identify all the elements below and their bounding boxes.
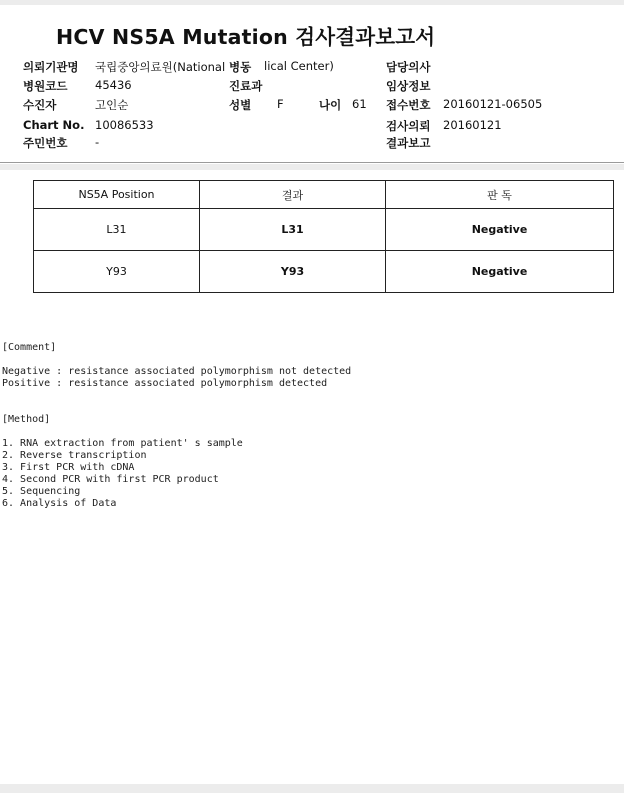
result-cell: Y93 (200, 251, 386, 293)
comment-line: Negative : resistance associated polymorphism not detected (2, 366, 352, 377)
bottom-strip (0, 784, 624, 793)
table-header-row (34, 181, 614, 209)
institution-value-tail: lical Center) (264, 59, 334, 73)
method-step: 3. First PCR with cDNA (2, 462, 135, 473)
method-heading: [Method] (2, 414, 51, 425)
institution-value: 국립중앙의료원(National (95, 60, 226, 74)
patient-value: 고인순 (95, 98, 129, 112)
result-table (33, 180, 614, 293)
header-divider (0, 162, 624, 163)
method-step: 1. RNA extraction from patient' s sample (2, 438, 243, 449)
hospital-code-label: 병원코드 (23, 79, 68, 93)
interpretation-cell: Negative (386, 209, 614, 251)
age-label: 나이 (319, 98, 342, 112)
table-row (34, 251, 614, 293)
patient-label: 수진자 (23, 98, 57, 112)
report-title: HCV NS5A Mutation 검사결과보고서 (56, 25, 436, 49)
receipt-no-label: 접수번호 (386, 98, 431, 112)
column-header-interpretation: 판 독 (386, 181, 614, 209)
column-header-position: NS5A Position (34, 181, 200, 209)
age-value: 61 (352, 97, 367, 111)
request-date-value: 20160121 (443, 118, 502, 132)
chart-no-value: 10086533 (95, 118, 154, 132)
header-divider-band (0, 164, 624, 170)
hospital-code-value: 45436 (95, 78, 132, 92)
method-step: 2. Reverse transcription (2, 450, 147, 461)
resident-no-label: 주민번호 (23, 136, 68, 150)
institution-label: 의뢰기관명 (23, 60, 79, 74)
request-date-label: 검사의뢰 (386, 119, 431, 133)
result-cell: L31 (200, 209, 386, 251)
clinical-info-label: 임상정보 (386, 79, 431, 93)
position-cell: Y93 (34, 251, 200, 293)
receipt-no-value: 20160121-06505 (443, 97, 543, 111)
comment-heading: [Comment] (2, 342, 57, 353)
interpretation-cell: Negative (386, 251, 614, 293)
resident-no-value: - (95, 135, 100, 149)
attending-label: 담당의사 (386, 60, 431, 74)
position-cell: L31 (34, 209, 200, 251)
sex-value: F (277, 97, 284, 111)
result-report-label: 결과보고 (386, 136, 431, 150)
method-step: 4. Second PCR with first PCR product (2, 474, 219, 485)
department-label: 진료과 (229, 79, 263, 93)
sex-label: 성별 (229, 98, 252, 112)
method-step: 6. Analysis of Data (2, 498, 117, 509)
ward-label: 병동 (229, 60, 252, 74)
table-row (34, 209, 614, 251)
column-header-result: 결과 (200, 181, 386, 209)
chart-no-label: Chart No. (23, 118, 85, 132)
method-step: 5. Sequencing (2, 486, 81, 497)
comment-line: Positive : resistance associated polymorphism detected (2, 378, 328, 389)
top-strip (0, 0, 624, 5)
